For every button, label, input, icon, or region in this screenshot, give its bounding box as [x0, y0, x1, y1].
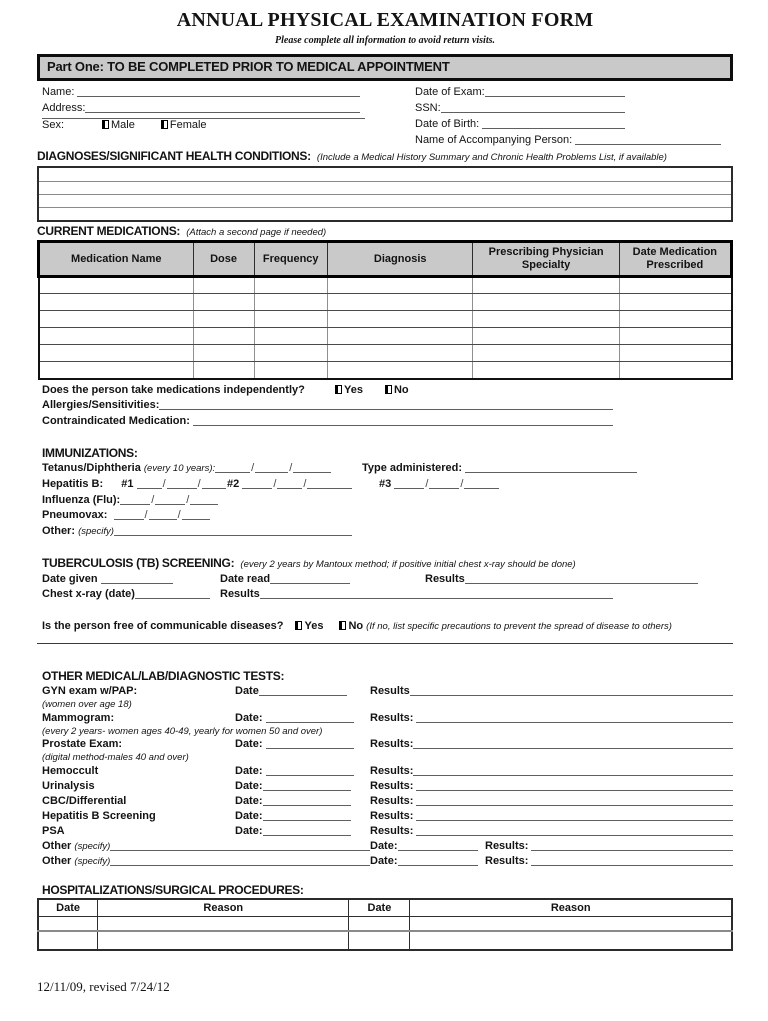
- cell-blank[interactable]: [193, 277, 254, 294]
- slash: /: [186, 493, 190, 506]
- allergies-blank[interactable]: [159, 409, 613, 410]
- diagnoses-heading: DIAGNOSES/SIGNIFICANT HEALTH CONDITIONS:: [37, 149, 311, 163]
- tb-results-blank[interactable]: [465, 583, 698, 584]
- test-results-blank[interactable]: [416, 722, 733, 723]
- diagnoses-note: (Include a Medical History Summary and Chronic Health Problems List, if available): [316, 152, 667, 163]
- test-results-label: Results:: [370, 779, 414, 792]
- slash: /: [251, 462, 255, 474]
- test-results-label: Results:: [370, 738, 414, 751]
- date-of-exam-blank[interactable]: [485, 96, 625, 97]
- slash: /: [197, 477, 201, 490]
- pneumovax-date-blank[interactable]: [149, 519, 177, 520]
- date-of-birth-label: Date of Birth:: [415, 118, 480, 130]
- hepatitis-dose1-blank[interactable]: [167, 488, 197, 489]
- other-test-date-label: Date:: [370, 854, 398, 867]
- tb-screening-note: (every 2 years by Mantoux method; if positive initial chest x-ray should be done): [240, 558, 576, 570]
- cell-blank[interactable]: [39, 328, 194, 345]
- test-date-label: Date:: [235, 824, 263, 837]
- date-of-exam-label: Date of Exam:: [415, 86, 485, 98]
- accompanying-person-blank[interactable]: [575, 144, 721, 145]
- female-checkbox[interactable]: [161, 120, 168, 129]
- test-note: (digital method-males 40 and over): [42, 752, 189, 764]
- slash: /: [177, 509, 181, 522]
- type-administered-blank[interactable]: [465, 472, 637, 473]
- name-blank[interactable]: [77, 96, 360, 97]
- cell-blank[interactable]: [473, 328, 619, 345]
- diagnoses-row-blank[interactable]: [39, 207, 731, 220]
- medications-header-row: [39, 242, 732, 277]
- contraindicated-blank[interactable]: [193, 425, 613, 426]
- influenza-date-blank[interactable]: [190, 504, 218, 505]
- hepatitis-dose2-label: #2: [227, 477, 240, 490]
- cell-blank[interactable]: [39, 277, 194, 294]
- cell-blank[interactable]: [410, 916, 732, 931]
- other-test-results-blank[interactable]: [531, 865, 733, 866]
- tetanus-label: Tetanus/Diphtheria: [42, 462, 141, 474]
- communicable-note: (If no, list specific precautions to prevent the spread of disease to others): [366, 620, 672, 632]
- other-test-label: Other: [42, 854, 72, 867]
- name-label: Name:: [42, 86, 75, 98]
- male-checkbox[interactable]: [102, 120, 109, 129]
- test-results-blank[interactable]: [410, 695, 733, 696]
- test-name: Hemoccult: [42, 764, 99, 777]
- immunization-other-specify: (specify): [78, 526, 114, 538]
- test-date-label: Date:: [235, 794, 263, 807]
- form-subtitle: Please complete all information to avoid return visits.: [275, 35, 495, 46]
- cell-blank[interactable]: [327, 362, 473, 379]
- test-note: (every 2 years- women ages 40-49, yearly for women 50 and over): [42, 725, 323, 737]
- slash: /: [303, 477, 307, 490]
- cell-blank[interactable]: [349, 931, 410, 950]
- tetanus-date-blank[interactable]: [293, 472, 331, 473]
- test-results-blank[interactable]: [416, 790, 733, 791]
- medications-note: (Attach a second page if needed): [186, 227, 327, 238]
- hepatitis-dose1-label: #1: [121, 477, 134, 490]
- cell-blank[interactable]: [473, 311, 619, 328]
- hepatitis-dose2-blank[interactable]: [242, 488, 272, 489]
- col-medication-name: Medication Name: [39, 242, 194, 277]
- tb-chest-results-label: Results: [220, 588, 260, 601]
- pneumovax-label: Pneumovax:: [42, 509, 108, 522]
- test-name: Hepatitis B Screening: [42, 809, 156, 822]
- medications-independent-question: Does the person take medications independently?: [42, 383, 305, 396]
- cell-blank[interactable]: [193, 328, 254, 345]
- cell-blank[interactable]: [327, 328, 473, 345]
- cell-blank[interactable]: [327, 277, 473, 294]
- other-tests-section: [37, 684, 733, 869]
- medication-row: [39, 311, 732, 328]
- tb-date-read-label: Date read: [220, 572, 271, 585]
- hepatitis-dose1-blank[interactable]: [202, 488, 226, 489]
- tb-chest-results-blank[interactable]: [260, 598, 613, 599]
- hospitalization-row: [38, 931, 732, 950]
- test-results-label: Results: [370, 685, 410, 698]
- other-test-results-label: Results:: [485, 839, 529, 852]
- cell-blank[interactable]: [39, 362, 194, 379]
- test-date-blank[interactable]: [263, 790, 351, 791]
- pneumovax-date-blank[interactable]: [182, 519, 210, 520]
- influenza-date-blank[interactable]: [155, 504, 185, 505]
- cell-blank[interactable]: [327, 311, 473, 328]
- col-hosp-reason-2: Reason: [410, 899, 732, 917]
- cell-blank[interactable]: [193, 294, 254, 311]
- other-tests-heading: OTHER MEDICAL/LAB/DIAGNOSTIC TESTS:: [42, 669, 285, 684]
- tb-screening-heading: TUBERCULOSIS (TB) SCREENING:: [42, 555, 235, 570]
- tb-results-label: Results: [425, 572, 465, 585]
- influenza-label: Influenza (Flu):: [42, 493, 121, 506]
- test-date-blank[interactable]: [266, 722, 354, 723]
- communicable-no-checkbox[interactable]: [339, 621, 346, 630]
- cell-blank[interactable]: [38, 931, 98, 950]
- slash: /: [151, 493, 155, 506]
- hepatitis-dose2-blank[interactable]: [307, 488, 352, 489]
- cell-blank[interactable]: [39, 294, 194, 311]
- diagnoses-row-blank[interactable]: [39, 181, 731, 194]
- cell-blank[interactable]: [38, 916, 98, 931]
- other-test-date-blank[interactable]: [398, 865, 478, 866]
- other-test-date-blank[interactable]: [398, 850, 478, 851]
- cell-blank[interactable]: [619, 328, 731, 345]
- tb-chest-xray-blank[interactable]: [135, 598, 210, 599]
- identification-right-column: [415, 84, 733, 148]
- cell-blank[interactable]: [193, 362, 254, 379]
- test-date-label: Date:: [235, 779, 263, 792]
- identification-block: [37, 84, 733, 148]
- cell-blank[interactable]: [473, 362, 619, 379]
- test-results-label: Results:: [370, 809, 414, 822]
- identification-left-column: [37, 84, 415, 148]
- test-results-label: Results:: [370, 824, 414, 837]
- cell-blank[interactable]: [473, 345, 619, 362]
- slash: /: [162, 477, 166, 490]
- address-blank[interactable]: [85, 112, 360, 113]
- slash: /: [289, 462, 293, 474]
- other-test-label: Other: [42, 839, 72, 852]
- hepatitis-b-label: Hepatitis B:: [42, 477, 104, 490]
- cell-blank[interactable]: [98, 916, 349, 931]
- communicable-yes-label: Yes: [304, 619, 324, 632]
- hepatitis-dose3-blank[interactable]: [394, 488, 424, 489]
- hospitalization-row: [38, 916, 732, 931]
- contraindicated-label: Contraindicated Medication:: [42, 414, 190, 427]
- medications-independent-no-label: No: [393, 383, 409, 396]
- other-test-blank[interactable]: [110, 850, 370, 851]
- medication-row: [39, 362, 732, 379]
- cell-blank[interactable]: [619, 294, 731, 311]
- test-name: PSA: [42, 824, 65, 837]
- allergies-label: Allergies/Sensitivities:: [42, 399, 160, 411]
- address-blank-2[interactable]: [42, 118, 365, 119]
- test-date-blank[interactable]: [263, 820, 351, 821]
- hepatitis-dose3-label: #3: [379, 477, 392, 490]
- test-name: Prostate Exam:: [42, 738, 123, 751]
- part-one-header-text: Part One: TO BE COMPLETED PRIOR TO MEDICAL APPOINTMENT: [47, 59, 450, 74]
- communicable-no-label: No: [348, 619, 364, 632]
- female-label: Female: [169, 119, 207, 131]
- medications-table: [37, 240, 733, 380]
- col-hosp-reason-1: Reason: [98, 899, 349, 917]
- cell-blank[interactable]: [619, 311, 731, 328]
- medications-independent-yes-checkbox[interactable]: [335, 385, 342, 394]
- cell-blank[interactable]: [473, 277, 619, 294]
- tb-date-given-label: Date given: [42, 572, 98, 585]
- col-prescribing-physician: Prescribing Physician Specialty: [473, 242, 619, 277]
- male-label: Male: [111, 119, 135, 131]
- cell-blank[interactable]: [193, 345, 254, 362]
- diagnoses-box: [37, 166, 733, 222]
- cell-blank[interactable]: [619, 362, 731, 379]
- cell-blank[interactable]: [327, 294, 473, 311]
- test-date-blank[interactable]: [266, 775, 354, 776]
- date-of-birth-blank[interactable]: [482, 128, 625, 129]
- cell-blank[interactable]: [39, 311, 194, 328]
- cell-blank[interactable]: [619, 345, 731, 362]
- test-date-label: Date:: [235, 711, 263, 724]
- medication-row: [39, 294, 732, 311]
- hospitalizations-header-row: [38, 899, 732, 917]
- cell-blank[interactable]: [327, 345, 473, 362]
- cell-blank[interactable]: [254, 311, 327, 328]
- cell-blank[interactable]: [254, 294, 327, 311]
- immunizations-heading: IMMUNIZATIONS:: [42, 446, 138, 460]
- test-name: CBC/Differential: [42, 794, 127, 807]
- tb-chest-xray-label: Chest x-ray (date): [42, 588, 135, 601]
- immunization-other-blank[interactable]: [114, 535, 352, 536]
- divider-line: [37, 643, 733, 644]
- test-note: (women over age 18): [42, 699, 132, 711]
- tetanus-note: (every 10 years):: [143, 463, 216, 474]
- test-name: Urinalysis: [42, 779, 95, 792]
- col-dose: Dose: [193, 242, 254, 277]
- ssn-blank[interactable]: [441, 112, 625, 113]
- medications-independent-no-checkbox[interactable]: [385, 385, 392, 394]
- pneumovax-date-blank[interactable]: [114, 519, 144, 520]
- slash: /: [144, 509, 148, 522]
- cell-blank[interactable]: [98, 931, 349, 950]
- test-results-label: Results:: [370, 764, 414, 777]
- medication-row: [39, 277, 732, 294]
- medication-row: [39, 328, 732, 345]
- cell-blank[interactable]: [619, 277, 731, 294]
- test-results-blank[interactable]: [413, 775, 733, 776]
- medications-independent-yes-label: Yes: [344, 383, 363, 396]
- ssn-label: SSN:: [415, 102, 441, 114]
- test-results-blank[interactable]: [413, 748, 733, 749]
- communicable-yes-checkbox[interactable]: [295, 621, 302, 630]
- immunization-other-label: Other:: [42, 525, 75, 538]
- other-test-results-label: Results:: [485, 854, 529, 867]
- cell-blank[interactable]: [254, 277, 327, 294]
- test-date-blank[interactable]: [259, 695, 347, 696]
- hospitalizations-table: [37, 898, 733, 952]
- other-test-results-blank[interactable]: [531, 850, 733, 851]
- hepatitis-dose3-blank[interactable]: [464, 488, 499, 489]
- test-date-label: Date:: [235, 809, 263, 822]
- cell-blank[interactable]: [254, 328, 327, 345]
- slash: /: [460, 477, 464, 490]
- test-results-blank[interactable]: [416, 805, 733, 806]
- test-results-label: Results:: [370, 794, 414, 807]
- slash: /: [273, 477, 277, 490]
- other-test-specify: (specify): [74, 840, 111, 852]
- col-hosp-date-2: Date: [349, 899, 410, 917]
- cell-blank[interactable]: [473, 294, 619, 311]
- communicable-question: Is the person free of communicable diseases?: [42, 619, 284, 632]
- part-one-header-bar: [37, 54, 733, 81]
- cell-blank[interactable]: [349, 916, 410, 931]
- form-title: ANNUAL PHYSICAL EXAMINATION FORM: [176, 9, 594, 31]
- tb-date-given-blank[interactable]: [101, 583, 173, 584]
- col-diagnosis: Diagnosis: [327, 242, 473, 277]
- slash: /: [425, 477, 429, 490]
- test-date-blank[interactable]: [266, 748, 354, 749]
- other-test-date-label: Date:: [370, 839, 398, 852]
- test-date-label: Date:: [235, 738, 263, 751]
- tb-date-read-blank[interactable]: [270, 583, 350, 584]
- cell-blank[interactable]: [193, 311, 254, 328]
- col-frequency: Frequency: [254, 242, 327, 277]
- cell-blank[interactable]: [254, 362, 327, 379]
- other-test-specify: (specify): [74, 855, 111, 867]
- influenza-date-blank[interactable]: [120, 504, 150, 505]
- accompanying-person-label: Name of Accompanying Person:: [415, 134, 573, 146]
- test-date-label: Date:: [235, 764, 263, 777]
- cell-blank[interactable]: [410, 931, 732, 950]
- medication-row: [39, 345, 732, 362]
- diagnoses-row-blank[interactable]: [39, 168, 731, 181]
- cell-blank[interactable]: [39, 345, 194, 362]
- col-hosp-date-1: Date: [38, 899, 98, 917]
- tetanus-date-blank[interactable]: [255, 472, 288, 473]
- test-date-blank[interactable]: [263, 805, 351, 806]
- tetanus-date-blank[interactable]: [215, 472, 250, 473]
- test-results-blank[interactable]: [416, 820, 733, 821]
- test-name: Mammogram:: [42, 711, 115, 724]
- type-administered-label: Type administered:: [362, 462, 463, 474]
- test-date-label: Date: [235, 685, 259, 698]
- address-label: Address:: [42, 102, 86, 114]
- hepatitis-dose2-blank[interactable]: [277, 488, 302, 489]
- medications-heading: CURRENT MEDICATIONS:: [37, 224, 181, 238]
- diagnoses-row-blank[interactable]: [39, 194, 731, 207]
- revision-footer: 12/11/09, revised 7/24/12: [37, 979, 170, 995]
- other-test-blank[interactable]: [110, 865, 370, 866]
- test-results-blank[interactable]: [416, 835, 733, 836]
- hepatitis-dose1-blank[interactable]: [137, 488, 162, 489]
- test-name: GYN exam w/PAP:: [42, 685, 138, 698]
- hospitalizations-heading: HOSPITALIZATIONS/SURGICAL PROCEDURES:: [42, 882, 304, 897]
- sex-label: Sex:: [42, 119, 65, 131]
- hepatitis-dose3-blank[interactable]: [429, 488, 459, 489]
- test-results-label: Results:: [370, 711, 414, 724]
- test-date-blank[interactable]: [263, 835, 351, 836]
- cell-blank[interactable]: [254, 345, 327, 362]
- col-date-prescribed: Date Medication Prescribed: [619, 242, 731, 277]
